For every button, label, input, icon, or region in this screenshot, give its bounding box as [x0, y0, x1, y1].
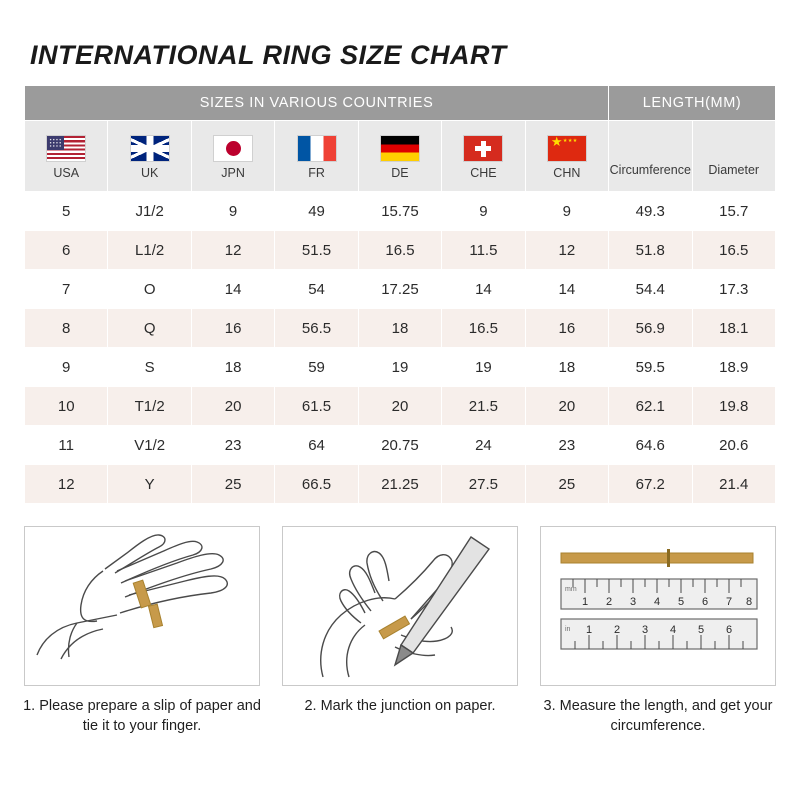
column-header-uk: [108, 121, 191, 192]
column-header-fr: [275, 121, 358, 192]
column-code-de: DE: [391, 166, 409, 180]
cell-diameter: 18.1: [692, 309, 776, 348]
cell-fr: 49: [275, 192, 358, 231]
column-code-fr: FR: [308, 166, 325, 180]
cell-circumference: 56.9: [609, 309, 692, 348]
cell-uk: Q: [108, 309, 191, 348]
cell-fr: 54: [275, 270, 358, 309]
cell-chn: 16: [525, 309, 608, 348]
table-row: [25, 426, 776, 465]
svg-text:8: 8: [746, 596, 753, 608]
cell-diameter: 17.3: [692, 270, 776, 309]
flag-germany-icon: [380, 135, 420, 162]
cell-usa: 5: [25, 192, 108, 231]
flag-china-icon: [547, 135, 587, 162]
column-header-diameter: [692, 121, 776, 192]
svg-text:1: 1: [582, 596, 589, 608]
column-code-usa: USA: [53, 166, 80, 180]
column-code-che: CHE: [470, 166, 497, 180]
cell-uk: L1/2: [108, 231, 191, 270]
table-row: [25, 387, 776, 426]
cell-chn: 18: [525, 348, 608, 387]
cell-che: 14: [442, 270, 525, 309]
svg-text:4: 4: [670, 624, 677, 636]
flag-header-row: [25, 121, 776, 192]
svg-text:in: in: [565, 626, 571, 633]
cell-de: 20.75: [358, 426, 441, 465]
cell-diameter: 19.8: [692, 387, 776, 426]
cell-de: 18: [358, 309, 441, 348]
cell-jpn: 20: [191, 387, 274, 426]
svg-text:1: 1: [586, 624, 593, 636]
column-header-usa: [25, 121, 108, 192]
cell-jpn: 25: [191, 465, 274, 504]
cell-circumference: 49.3: [609, 192, 692, 231]
svg-text:3: 3: [642, 624, 649, 636]
cell-circumference: 54.4: [609, 270, 692, 309]
table-head: [25, 86, 776, 192]
svg-text:3: 3: [630, 596, 637, 608]
cell-chn: 23: [525, 426, 608, 465]
column-code-circumference: Circumference: [609, 162, 691, 177]
column-code-jpn: JPN: [221, 166, 245, 180]
cell-jpn: 16: [191, 309, 274, 348]
cell-chn: 20: [525, 387, 608, 426]
cell-usa: 7: [25, 270, 108, 309]
cell-diameter: 21.4: [692, 465, 776, 504]
table-row: [25, 270, 776, 309]
cell-circumference: 62.1: [609, 387, 692, 426]
cell-usa: 12: [25, 465, 108, 504]
cell-che: 19: [442, 348, 525, 387]
cell-diameter: 18.9: [692, 348, 776, 387]
table-row: [25, 465, 776, 504]
svg-text:5: 5: [698, 624, 705, 636]
page-title: INTERNATIONAL RING SIZE CHART: [30, 40, 507, 70]
cell-che: 9: [442, 192, 525, 231]
cell-de: 16.5: [358, 231, 441, 270]
flag-usa-icon: [46, 135, 86, 162]
svg-text:mm: mm: [565, 586, 577, 593]
cell-de: 19: [358, 348, 441, 387]
cell-che: 24: [442, 426, 525, 465]
cell-fr: 51.5: [275, 231, 358, 270]
cell-che: 21.5: [442, 387, 525, 426]
instruction-steps: [24, 504, 776, 736]
step-1-caption: 1. Please prepare a slip of paper and tie it to your finger.: [23, 698, 261, 734]
cell-fr: 61.5: [275, 387, 358, 426]
svg-text:4: 4: [654, 596, 661, 608]
cell-fr: 64: [275, 426, 358, 465]
cell-usa: 11: [25, 426, 108, 465]
cell-circumference: 64.6: [609, 426, 692, 465]
column-code-chn: CHN: [553, 166, 581, 180]
step-2: [282, 526, 518, 736]
cell-jpn: 18: [191, 348, 274, 387]
step-2-caption: 2. Mark the junction on paper.: [304, 698, 496, 714]
column-code-diameter: Diameter: [708, 162, 760, 177]
ruler-measuring-paper-strip-illustration: [540, 526, 776, 686]
table-row: [25, 231, 776, 270]
cell-de: 17.25: [358, 270, 441, 309]
cell-chn: 25: [525, 465, 608, 504]
cell-chn: 9: [525, 192, 608, 231]
step-3: [540, 526, 776, 736]
column-header-de: [358, 121, 441, 192]
cell-de: 15.75: [358, 192, 441, 231]
cell-uk: T1/2: [108, 387, 191, 426]
column-header-jpn: [191, 121, 274, 192]
svg-text:6: 6: [702, 596, 709, 608]
table-row: [25, 192, 776, 231]
cell-circumference: 67.2: [609, 465, 692, 504]
cell-che: 16.5: [442, 309, 525, 348]
cell-chn: 12: [525, 231, 608, 270]
group-header-sizes: SIZES IN VARIOUS COUNTRIES: [25, 86, 609, 121]
cell-che: 11.5: [442, 231, 525, 270]
group-header-row: [25, 86, 776, 121]
cell-jpn: 14: [191, 270, 274, 309]
column-code-uk: UK: [140, 166, 159, 180]
cell-usa: 10: [25, 387, 108, 426]
hand-with-paper-strip-illustration: [24, 526, 260, 686]
flag-switzerland-icon: [463, 135, 503, 162]
column-header-chn: [525, 121, 608, 192]
flag-france-icon: [297, 135, 337, 162]
svg-text:2: 2: [614, 624, 621, 636]
cell-uk: S: [108, 348, 191, 387]
svg-text:2: 2: [606, 596, 613, 608]
cell-uk: J1/2: [108, 192, 191, 231]
cell-uk: V1/2: [108, 426, 191, 465]
cell-fr: 66.5: [275, 465, 358, 504]
column-header-che: [442, 121, 525, 192]
cell-circumference: 51.8: [609, 231, 692, 270]
cell-usa: 6: [25, 231, 108, 270]
cell-fr: 59: [275, 348, 358, 387]
cell-de: 21.25: [358, 465, 441, 504]
cell-usa: 8: [25, 309, 108, 348]
cell-jpn: 9: [191, 192, 274, 231]
svg-text:5: 5: [678, 596, 685, 608]
cell-diameter: 16.5: [692, 231, 776, 270]
cell-de: 20: [358, 387, 441, 426]
hand-marking-paper-with-pen-illustration: [282, 526, 518, 686]
svg-text:7: 7: [726, 596, 733, 608]
flag-uk-icon: [130, 135, 170, 162]
flag-japan-icon: [213, 135, 253, 162]
group-header-length: LENGTH(MM): [609, 86, 776, 121]
cell-jpn: 12: [191, 231, 274, 270]
cell-jpn: 23: [191, 426, 274, 465]
step-1: [24, 526, 260, 736]
cell-chn: 14: [525, 270, 608, 309]
cell-usa: 9: [25, 348, 108, 387]
cell-circumference: 59.5: [609, 348, 692, 387]
cell-uk: Y: [108, 465, 191, 504]
ring-size-table: [24, 85, 776, 504]
cell-fr: 56.5: [275, 309, 358, 348]
svg-text:6: 6: [726, 624, 733, 636]
cell-uk: O: [108, 270, 191, 309]
column-header-circumference: [609, 121, 692, 192]
step-3-caption: 3. Measure the length, and get your circumference.: [543, 698, 773, 734]
cell-diameter: 15.7: [692, 192, 776, 231]
cell-che: 27.5: [442, 465, 525, 504]
table-row: [25, 309, 776, 348]
table-row: [25, 348, 776, 387]
cell-diameter: 20.6: [692, 426, 776, 465]
table-body: [25, 192, 776, 504]
